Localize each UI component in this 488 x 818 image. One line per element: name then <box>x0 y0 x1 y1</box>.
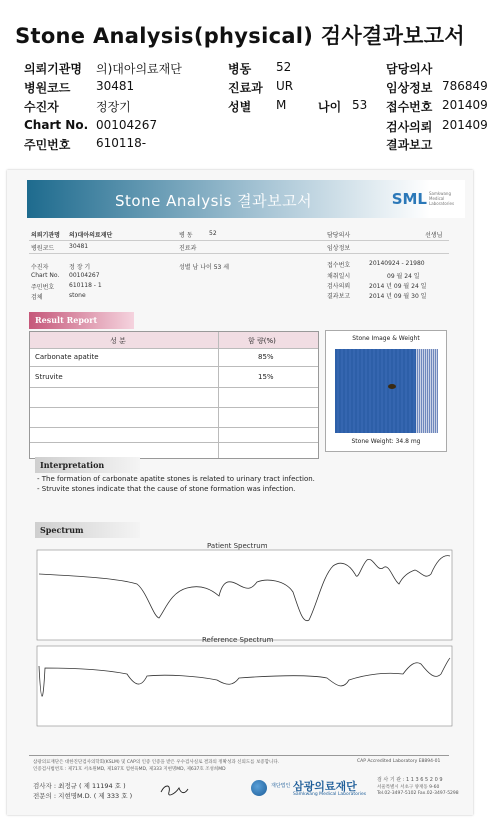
r-dept-label: 진료과 <box>179 245 197 252</box>
r-spec-label: 검체 <box>31 294 43 301</box>
r-chart: 00104267 <box>69 272 100 279</box>
foundation-prefix: 재단법인 <box>271 783 291 789</box>
clinical-info-value: 786849 <box>442 79 488 93</box>
specialist: 전문의 : 지현명M.D. ( 제 333 호 ) <box>33 792 133 800</box>
stone-photo <box>335 349 438 433</box>
r-pt: 정 장 기 <box>69 264 91 271</box>
r-id: 610118 - 1 <box>69 282 102 289</box>
table-rule <box>30 442 318 443</box>
r-divider <box>29 253 449 254</box>
r-code: 30481 <box>69 243 89 250</box>
institution-label: 의뢰기관명 <box>24 62 82 76</box>
sml-logo: SML <box>391 190 427 208</box>
r-chart-label: Chart No. <box>31 272 60 279</box>
sex-value: M <box>276 98 287 112</box>
table-rule <box>30 407 318 408</box>
r-sex-age: 성별 남 나이 53 세 <box>179 264 230 271</box>
receipt-no-value: 201409 <box>442 98 488 112</box>
patient-spectrum-title: Patient Spectrum <box>207 542 268 550</box>
r-id-label: 주민번호 <box>31 284 55 291</box>
result-report-header <box>29 312 134 329</box>
scanned-report <box>7 170 473 815</box>
patient-value: 정장기 <box>96 100 131 114</box>
r-inst-label: 의뢰기관명 <box>31 232 60 239</box>
cap-accreditation: CAP Accredited Laboratory E8894-01 <box>357 759 441 764</box>
interpretation-header <box>35 457 140 473</box>
hospital-code-label: 병원코드 <box>24 81 71 95</box>
department-value: UR <box>276 79 294 93</box>
row-content: 85% <box>258 353 274 361</box>
row-component: Carbonate apatite <box>35 353 99 361</box>
department-label: 진료과 <box>228 81 263 95</box>
receipt-no-label: 접수번호 <box>386 100 433 114</box>
reference-spectrum-plot <box>37 646 452 726</box>
spectrum-header <box>35 522 140 538</box>
r-rcv: 20140924 - 21980 <box>369 260 425 267</box>
r-rpt-label: 결과보고 <box>327 293 351 300</box>
signature <box>157 780 191 800</box>
footer-note: 인증검사법번호 : 제71호 서초원MD, 제187호 엄현육MD, 제333 지현명MD, 제637호 조성희MD <box>33 767 226 772</box>
r-ward-label: 병 동 <box>179 232 193 239</box>
table-divider <box>218 332 219 458</box>
ward-label: 병동 <box>228 62 252 76</box>
r-code-label: 병원코드 <box>31 245 55 252</box>
col-component: 성 분 <box>110 337 126 345</box>
stone-image-caption: Stone Image & Weight <box>352 335 420 342</box>
interpretation-line: - The formation of carbonate apatite stones is related to urinary tract infection. <box>37 475 315 483</box>
ward-value: 52 <box>276 60 292 74</box>
report-banner <box>27 180 465 218</box>
stone-fragment <box>388 384 396 389</box>
reference-spectrum-title: Reference Spectrum <box>202 636 274 644</box>
chart-no-label: Chart No. <box>24 118 89 132</box>
table-rule <box>30 387 318 388</box>
r-divider <box>29 240 449 241</box>
r-clin-label: 임상정보 <box>327 245 351 252</box>
r-doc-label: 담당의사 <box>327 232 351 239</box>
age-label: 나이 <box>318 100 342 114</box>
lab-address: 서울특별시 서초구 양재동 9-60 <box>377 785 440 790</box>
chart-no-value: 00104267 <box>96 118 158 132</box>
examiner: 검사자 : 최정규 ( 제 11194 호 ) <box>33 782 126 790</box>
r-ward: 52 <box>209 230 217 237</box>
sml-logo-subtitle: Samkwang Medical Laboratories <box>429 191 455 206</box>
r-doc-suffix: 선생님 <box>425 232 443 239</box>
table-rule <box>30 427 318 428</box>
resident-no-label: 주민번호 <box>24 138 71 152</box>
request-value: 201409 <box>442 118 488 132</box>
r-coll-label: 채취일시 <box>327 273 351 280</box>
lab-number: 검 사 기 관 : 1 1 3 6 5 2 0 9 <box>377 777 443 783</box>
row-component: Struvite <box>35 373 63 381</box>
r-req: 2014 년 09 월 24 일 <box>369 283 427 290</box>
row-content: 15% <box>258 373 274 381</box>
interpretation-line: - Struvite stones indicate that the cause of stone formation was infection. <box>37 485 296 493</box>
clinical-info-label: 임상정보 <box>386 81 433 95</box>
footer-divider <box>29 755 449 756</box>
table-rule <box>30 366 318 367</box>
request-label: 검사의뢰 <box>386 120 433 134</box>
col-content: 함 량(%) <box>248 337 276 345</box>
patient-spectrum-plot <box>37 550 452 640</box>
foundation-logo-icon <box>251 780 267 796</box>
r-spec: stone <box>69 292 86 299</box>
report-date-label: 결과보고 <box>386 138 433 152</box>
table-rule <box>30 348 318 349</box>
result-table <box>29 331 319 459</box>
report-banner-title: Stone Analysis 결과보고서 <box>115 192 313 210</box>
stone-weight: Stone Weight: 34.8 mg <box>351 438 421 445</box>
patient-label: 수진자 <box>24 100 59 114</box>
footer-note: 삼광의료재단은 대한진단검사의학회(KSLM) 및 CAP의 인증 인증을 받은 우수검사실로 결과의 정확성과 신뢰도를 보증합니다. <box>33 760 280 765</box>
resident-no-value: 610118- <box>96 136 147 150</box>
r-rcv-label: 접수번호 <box>327 262 351 269</box>
interpretation-title: Interpretation <box>40 460 105 470</box>
page-title: Stone Analysis(physical) 검사결과보고서 <box>15 24 465 48</box>
hospital-code-value: 30481 <box>96 79 135 93</box>
stone-image-box <box>325 330 447 452</box>
doctor-label: 담당의사 <box>386 62 433 76</box>
r-rpt: 2014 년 09 월 30 일 <box>369 293 427 300</box>
institution-value: 의)대아의료재단 <box>96 62 182 76</box>
r-inst: 의)대아의료재단 <box>69 232 113 239</box>
spectrum-title: Spectrum <box>40 525 84 535</box>
r-coll: 09 월 24 일 <box>387 273 420 280</box>
sex-label: 성별 <box>228 100 252 114</box>
r-req-label: 검사의뢰 <box>327 283 351 290</box>
result-report-title: Result Report <box>35 315 98 325</box>
age-value: 53 <box>352 98 368 112</box>
photo-edge <box>416 349 438 433</box>
foundation-name: 삼광의료재단 <box>293 780 357 793</box>
foundation-name-en: Samkwang Medical Laboratories <box>293 792 367 797</box>
r-pt-label: 수진자 <box>31 264 49 271</box>
lab-phone: Tel.02-3497-5102 Fax.02-3497-5298 <box>377 791 459 796</box>
